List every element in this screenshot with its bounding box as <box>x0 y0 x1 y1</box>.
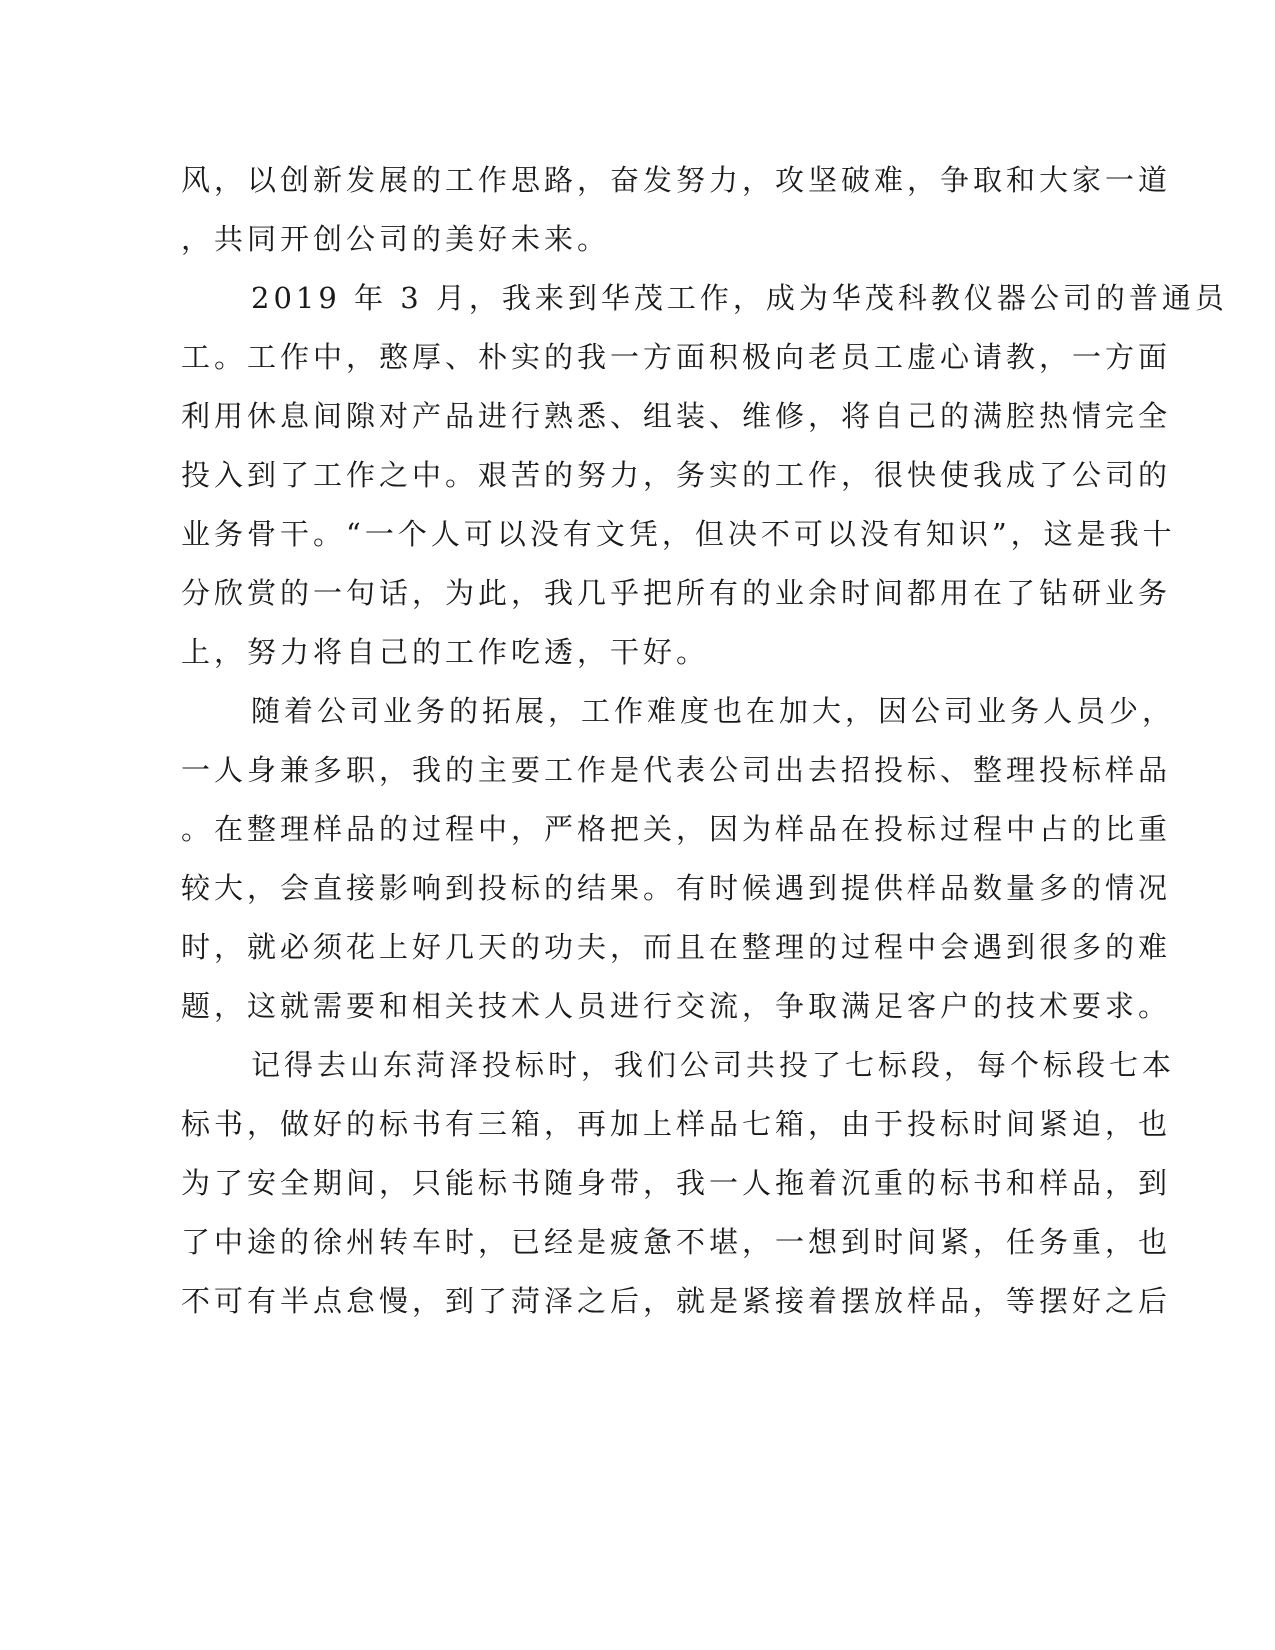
text-line: 一人身兼多职，我的主要工作是代表公司出去招投标、整理投标样品 <box>181 753 1172 787</box>
text-line: 分欣赏的一句话，为此，我几乎把所有的业余时间都用在了钻研业务 <box>181 576 1172 610</box>
text-line: 投入到了工作之中。艰苦的努力，务实的工作，很快使我成了公司的 <box>181 458 1172 492</box>
text-line: 风，以创新发展的工作思路，奋发努力，攻坚破难，争取和大家一道 <box>181 163 1172 197</box>
paragraph-first-line: 随着公司业务的拓展，工作难度也在加大，因公司业务人员少， <box>251 694 1176 728</box>
text-line: 标书，做好的标书有三箱，再加上样品七箱，由于投标时间紧迫，也 <box>181 1107 1172 1141</box>
text-line: 不可有半点怠慢，到了菏泽之后，就是紧接着摆放样品，等摆好之后 <box>181 1284 1172 1318</box>
text-line: 利用休息间隙对产品进行熟悉、组装、维修，将自己的满腔热情完全 <box>181 399 1172 433</box>
text-line: 。在整理样品的过程中，严格把关，因为样品在投标过程中占的比重 <box>181 812 1172 846</box>
text-line: ，共同开创公司的美好未来。 <box>181 222 611 256</box>
text-line: 业务骨干。“一个人可以没有文凭，但决不可以没有知识”，这是我十 <box>181 517 1176 551</box>
text-line: 上，努力将自己的工作吃透，干好。 <box>181 635 710 669</box>
text-line: 较大，会直接影响到投标的结果。有时候遇到提供样品数量多的情况 <box>181 871 1172 905</box>
text-line: 工。工作中，憨厚、朴实的我一方面积极向老员工虚心请教，一方面 <box>181 340 1172 374</box>
text-line: 了中途的徐州转车时，已经是疲惫不堪，一想到时间紧，任务重，也 <box>181 1225 1172 1259</box>
text-line: 为了安全期间，只能标书随身带，我一人拖着沉重的标书和样品，到 <box>181 1166 1172 1200</box>
text-line: 时，就必须花上好几天的功夫，而且在整理的过程中会遇到很多的难 <box>181 930 1172 964</box>
text-line: 题，这就需要和相关技术人员进行交流，争取满足客户的技术要求。 <box>181 989 1172 1023</box>
paragraph-first-line: 记得去山东菏泽投标时，我们公司共投了七标段，每个标段七本 <box>251 1048 1176 1082</box>
paragraph-first-line: 2019 年 3 月，我来到华茂工作，成为华茂科教仪器公司的普通员 <box>251 281 1228 315</box>
